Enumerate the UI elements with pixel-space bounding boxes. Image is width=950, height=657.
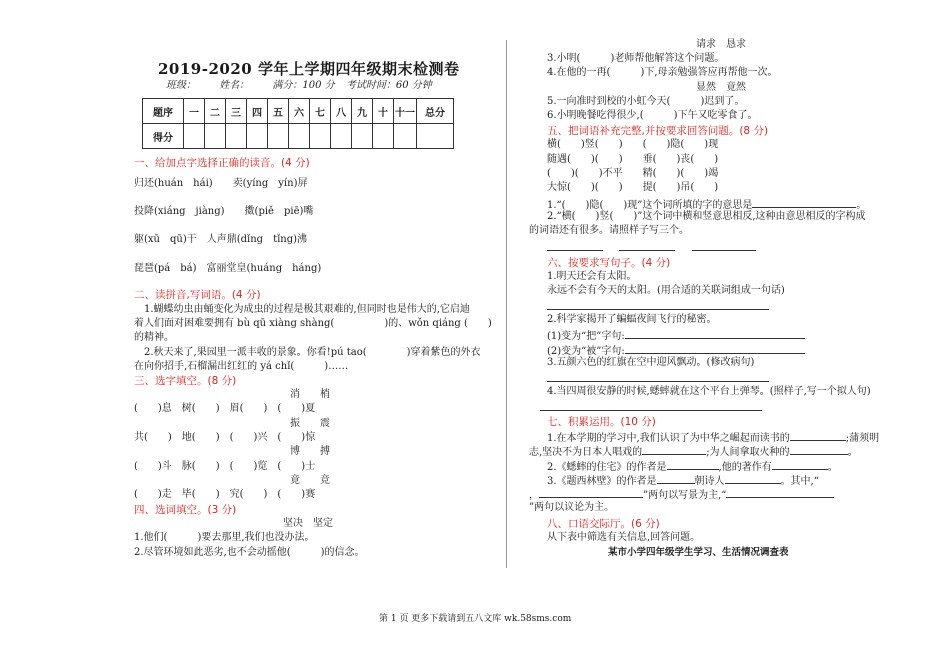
table-header-cell: 二: [205, 99, 226, 124]
idiom-row: 横( )竖( ) ( )隐( )现: [547, 139, 719, 150]
score-table: [142, 98, 454, 149]
fill-sentence: 3.小明( )老师帮他解答这个问题。: [547, 53, 725, 64]
char-choice-row: 共( ) 地( ) ( )兴 ( )惊: [134, 432, 316, 443]
name-label: 姓名：: [219, 80, 250, 91]
accumulation-line: [529, 487, 834, 503]
line-text: 3.《题西林壁》的作者是: [547, 476, 657, 487]
task-label: (2)变为“被”字句:: [547, 346, 625, 357]
section-8-heading: 八、口语交际厅。(6 分): [547, 518, 660, 530]
survey-table-title: 某市小学四年级学生学习、生活情况调查表: [608, 547, 789, 558]
line-text: 志,坚决不为日本人唱戏的: [529, 447, 643, 458]
char-choice-row: 消 梢: [290, 389, 330, 400]
line-text: 1.在本学期的学习中,我们认识了为中华之崛起而读书的: [547, 433, 790, 444]
table-header-cell: 题序: [143, 99, 184, 124]
score-cell[interactable]: [352, 124, 373, 149]
idiom-row: 随遇( )( ) 垂( )丧( ): [547, 154, 719, 165]
info-line: [166, 80, 432, 93]
answer-blank[interactable]: [726, 487, 834, 498]
answer-line[interactable]: [547, 299, 769, 315]
question-text: 1.“( )隐( )现”这个词所填的字的意思是: [547, 200, 753, 211]
line-text: 。: [847, 447, 858, 458]
sentence-task: 2.科学家揭开了蝙蝠夜间飞行的秘密。: [547, 314, 717, 325]
answer-blank[interactable]: [625, 343, 805, 354]
score-cell[interactable]: [331, 124, 352, 149]
line-text: ,他的著作有: [718, 462, 772, 473]
word-choice: 坚决 坚定: [283, 518, 333, 529]
fill-sentence: 4.在他的一再( )下,母亲勉强答应再帮他一次。: [547, 67, 778, 78]
table-header-cell: 五: [268, 99, 289, 124]
pinyin-line: 投降(xiáng jiàng) 擞(piě piē)嘴: [134, 206, 314, 217]
fill-sentence: 1.他们( )要去那里,我们也没办法。: [134, 532, 315, 543]
full-score-label: 满分：100 分: [272, 80, 335, 91]
char-choice-row: 博 搏: [290, 446, 330, 457]
answer-blank[interactable]: [625, 328, 805, 339]
score-cell[interactable]: [417, 124, 454, 149]
answer-blank[interactable]: [790, 444, 848, 455]
line-text: ，: [529, 490, 539, 501]
section-1-heading: 一、给加点字选择正确的读音。(4 分): [134, 157, 310, 169]
answer-blank[interactable]: [619, 240, 675, 251]
line-text: 2.《蟋蟀的住宅》的作者是: [547, 462, 667, 473]
passage-line: 着人们面对困难要拥有 bù qū xiàng shàng( )的、wǒn qiáng ( ): [134, 318, 492, 329]
punct: 。: [856, 200, 867, 211]
passage-line: 2.秋天来了,果园里一派丰收的景象。你看!pú tao( )穿着紫色的外衣: [134, 347, 481, 358]
table-row-label: 得分: [143, 124, 184, 149]
table-header-cell: 总分: [417, 99, 454, 124]
score-cell[interactable]: [184, 124, 205, 149]
section-5-heading: 五、把词语补充完整,并按要求回答问题。(8 分): [547, 125, 769, 137]
section-7-heading: 七、积累运用。(10 分): [547, 416, 656, 428]
sentence-task: 4.当四周很安静的时候,蟋蟀就在这个平台上弹琴。(照样子,写一个拟人句): [547, 386, 871, 397]
idiom-row: ( )( )不平 精( )( )竭: [547, 168, 719, 179]
score-cell[interactable]: [205, 124, 226, 149]
accumulation-line: [529, 444, 858, 460]
char-choice-row: 竟 竞: [290, 475, 330, 486]
score-cell[interactable]: [373, 124, 394, 149]
answer-blanks-row: [547, 240, 756, 256]
line-text: 。其中,“: [780, 476, 819, 487]
sentence-task: 3.五颜六色的红旗在空中迎风飘动。(修改病句): [547, 357, 755, 368]
answer-blank[interactable]: [772, 459, 828, 470]
table-header-cell: 八: [331, 99, 352, 124]
question-line: 的词语还有很多。请照样子写三个。: [529, 225, 689, 236]
section-3-heading: 三、选字填空。(8 分): [134, 375, 237, 387]
answer-blank[interactable]: [642, 444, 706, 455]
table-header-cell: 七: [310, 99, 331, 124]
line-text: ”两句以写景为主,“: [643, 490, 727, 501]
table-header-cell: 四: [247, 99, 268, 124]
table-header-cell: 一: [184, 99, 205, 124]
passage-line: 1.蝴蝶幼虫由蛹变化为成虫的过程是极其艰难的,但同时也是伟大的,它启迪: [134, 304, 470, 315]
fill-sentence: 2.尽管环境如此恶劣,也不会动摇他( )的信念。: [134, 547, 365, 558]
answer-blank[interactable]: [725, 473, 781, 484]
answer-blank[interactable]: [667, 459, 719, 470]
pinyin-line: 琵琶(pá bá) 富丽堂皇(huáng háng): [134, 263, 322, 274]
sentence-task: 1.明天还会有太阳。: [547, 271, 637, 282]
score-table-header-row: [143, 99, 454, 124]
line-text: 朝诗人: [694, 476, 725, 487]
line-text: ;蒲须明: [845, 433, 880, 444]
score-cell[interactable]: [226, 124, 247, 149]
table-header-cell: 九: [352, 99, 373, 124]
section-2-heading: 二、读拼音,写词语。(4 分): [134, 289, 261, 301]
answer-blank[interactable]: [692, 240, 756, 251]
passage-line: 在向你招手,石榴漏出红红的 yá chǐ( )……: [134, 361, 349, 372]
instruction-line: 从下表中筛选有关信息,回答问题。: [547, 532, 701, 543]
accumulation-line: ”两句以议论为主。: [529, 502, 615, 513]
score-cell[interactable]: [394, 124, 417, 149]
table-header-cell: 三: [226, 99, 247, 124]
score-table-score-row: [143, 124, 454, 149]
task-label: (1)变为“把”字句:: [547, 331, 625, 342]
passage-line: 的精神。: [134, 332, 174, 343]
answer-blank[interactable]: [752, 197, 856, 208]
pinyin-line: 归还(huán hái) 卖(yíng yín)屏: [134, 178, 308, 189]
score-cell[interactable]: [289, 124, 310, 149]
char-choice-row: ( )息 树( ) 眉( ) ( )夏: [134, 403, 316, 414]
sentence-task: 永远不会有今天的太阳。(用合适的关联词组成一句话): [547, 285, 785, 296]
word-choice: 请求 恳求: [696, 39, 746, 50]
page-footer: 第 1 页 更多下载请到五八文库 wk.58sms.com: [379, 614, 572, 624]
char-choice-row: ( )斗 脉( ) ( )览 ( )士: [134, 461, 316, 472]
char-choice-row: ( )走 毕( ) 究( ) ( )赛: [134, 489, 316, 500]
column-divider: [506, 40, 507, 568]
word-choice: 显然 竟然: [696, 82, 746, 93]
fill-sentence: 6.小明晚餐吃得很少,( )下午又吃零食了。: [547, 110, 758, 121]
answer-blank[interactable]: [539, 487, 643, 498]
line-text: 。: [827, 462, 838, 473]
answer-line[interactable]: [540, 400, 762, 416]
question-line: 2.“横( )竖( )”这个词中横和竖意思相反,这种由意思相反的字构成: [547, 211, 866, 222]
score-cell[interactable]: [247, 124, 268, 149]
table-header-cell: 六: [289, 99, 310, 124]
answer-blank[interactable]: [547, 240, 603, 251]
line-text: ;为人间拿取火种的: [706, 447, 790, 458]
table-header-cell: 十: [373, 99, 394, 124]
table-header-cell: 十一: [394, 99, 417, 124]
pinyin-line: 躯(xū qū)干 人声鼎(dǐng tǐng)沸: [134, 234, 308, 245]
exam-time-label: 考试时间：60 分钟: [345, 80, 432, 91]
exam-title: 2019-2020 学年上学期四年级期末检测卷: [158, 60, 460, 78]
score-cell[interactable]: [310, 124, 331, 149]
score-cell[interactable]: [268, 124, 289, 149]
answer-blank[interactable]: [790, 430, 846, 441]
idiom-row: 大惊( )( ) 提( )吊( ): [547, 182, 719, 193]
answer-blank[interactable]: [657, 473, 695, 484]
fill-sentence: 5.一向准时到校的小虹今天( )迟到了。: [547, 96, 745, 107]
class-label: 班级：: [166, 80, 196, 91]
answer-line[interactable]: [547, 371, 769, 387]
section-6-heading: 六、按要求写句子。(4 分): [547, 257, 671, 269]
char-choice-row: 振 震: [290, 418, 330, 429]
section-4-heading: 四、选词填空。(3 分): [134, 504, 237, 516]
sentence-task-with-blank: [547, 328, 805, 344]
